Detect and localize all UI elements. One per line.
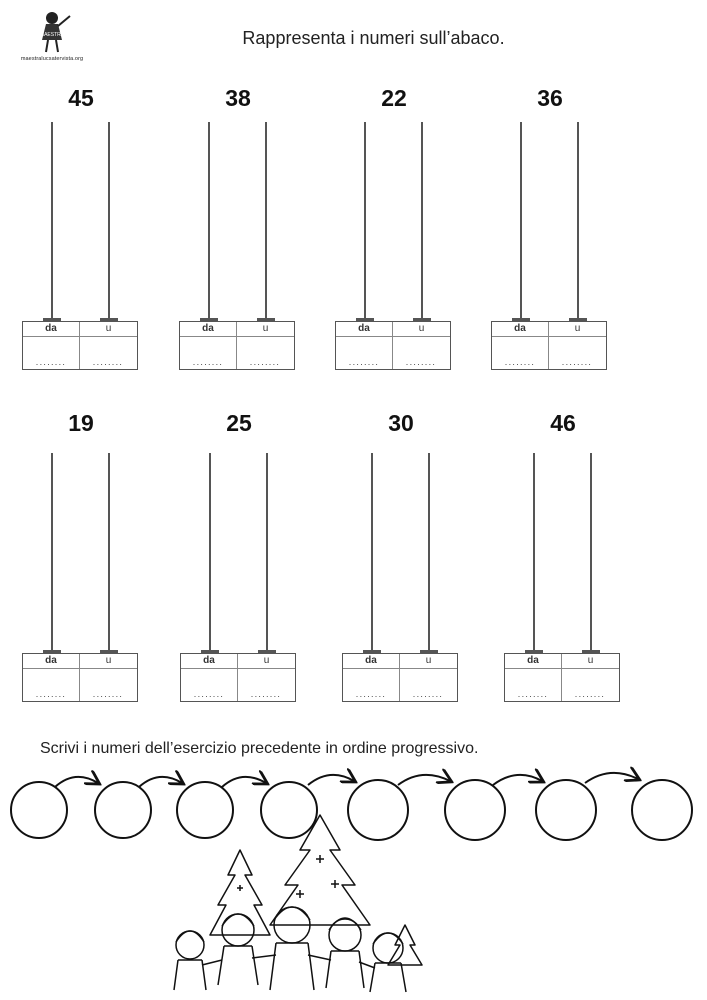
units-rod (265, 122, 267, 322)
arrow-icon (308, 775, 354, 785)
units-label: u (263, 655, 270, 666)
abacus-base (22, 321, 138, 370)
units-answer[interactable]: ........ (574, 689, 606, 699)
units-answer[interactable]: ........ (412, 689, 444, 699)
units-rod (577, 122, 579, 322)
abacus-number: 46 (550, 410, 576, 436)
abacus-number: 25 (226, 410, 252, 436)
abacus-base (491, 321, 607, 370)
arrow-icon (398, 775, 450, 785)
abacus-1 (22, 85, 140, 405)
answer-circle-2[interactable] (95, 782, 151, 838)
units-rod (266, 453, 268, 653)
arrow-icon (585, 773, 638, 783)
tens-label: da (45, 655, 57, 666)
tens-answer[interactable]: ........ (192, 357, 224, 367)
units-label: u (425, 655, 432, 666)
abacus-number: 45 (68, 85, 94, 111)
units-label: u (105, 323, 112, 334)
abacus-base (504, 653, 620, 702)
answer-circle-1[interactable] (11, 782, 67, 838)
abacus-base (335, 321, 451, 370)
units-label: u (105, 655, 112, 666)
tens-label: da (202, 323, 214, 334)
abacus-3 (335, 85, 453, 405)
abacus-8 (504, 410, 622, 730)
arrow-icon (139, 777, 182, 787)
arrow-icon (493, 775, 542, 785)
abacus-4 (491, 85, 609, 405)
units-label: u (587, 655, 594, 666)
tens-rod (51, 453, 53, 653)
tens-label: da (45, 323, 57, 334)
tens-label: da (527, 655, 539, 666)
svg-text:MAESTRA: MAESTRA (39, 32, 65, 38)
answer-circle-7[interactable] (536, 780, 596, 840)
tens-label: da (203, 655, 215, 666)
tens-answer[interactable]: ........ (35, 689, 67, 699)
units-label: u (418, 323, 425, 334)
christmas-children-icon (160, 810, 440, 1000)
abacus-number: 36 (537, 85, 563, 111)
units-answer[interactable]: ........ (92, 357, 124, 367)
tens-rod (51, 122, 53, 322)
units-label: u (574, 323, 581, 334)
abacus-base (179, 321, 295, 370)
answer-circle-6[interactable] (445, 780, 505, 840)
abacus-number: 30 (388, 410, 414, 436)
tens-answer[interactable]: ........ (348, 357, 380, 367)
tens-rod (520, 122, 522, 322)
abacus-5 (22, 410, 140, 730)
units-rod (108, 122, 110, 322)
units-rod (428, 453, 430, 653)
abacus-number: 38 (225, 85, 251, 111)
tens-answer[interactable]: ........ (35, 357, 67, 367)
units-answer[interactable]: ........ (92, 689, 124, 699)
page-title: Rappresenta i numeri sull’abaco. (242, 28, 505, 48)
arrow-icon (55, 777, 98, 787)
tens-label: da (365, 655, 377, 666)
abacus-number: 22 (381, 85, 407, 111)
arrow-icon (222, 777, 266, 787)
abacus-7 (342, 410, 460, 730)
tens-rod (371, 453, 373, 653)
units-answer[interactable]: ........ (249, 357, 281, 367)
tens-rod (533, 453, 535, 653)
answer-circle-8[interactable] (632, 780, 692, 840)
sequence-instruction: Scrivi i numeri dell’esercizio precedente in ordine progressivo. (40, 740, 479, 757)
tens-answer[interactable]: ........ (504, 357, 536, 367)
tens-answer[interactable]: ........ (193, 689, 225, 699)
abacus-6 (180, 410, 298, 730)
units-answer[interactable]: ........ (250, 689, 282, 699)
units-rod (590, 453, 592, 653)
tens-rod (209, 453, 211, 653)
units-rod (108, 453, 110, 653)
units-label: u (262, 323, 269, 334)
abacus-number: 19 (68, 410, 94, 436)
units-rod (421, 122, 423, 322)
tens-rod (208, 122, 210, 322)
tens-rod (364, 122, 366, 322)
logo-url: maestralucsatervista.org (20, 56, 84, 62)
abacus-base (180, 653, 296, 702)
units-answer[interactable]: ........ (561, 357, 593, 367)
abacus-base (342, 653, 458, 702)
units-answer[interactable]: ........ (405, 357, 437, 367)
abacus-2 (179, 85, 297, 405)
tens-label: da (514, 323, 526, 334)
tens-answer[interactable]: ........ (355, 689, 387, 699)
tens-label: da (358, 323, 370, 334)
abacus-base (22, 653, 138, 702)
tens-answer[interactable]: ........ (517, 689, 549, 699)
